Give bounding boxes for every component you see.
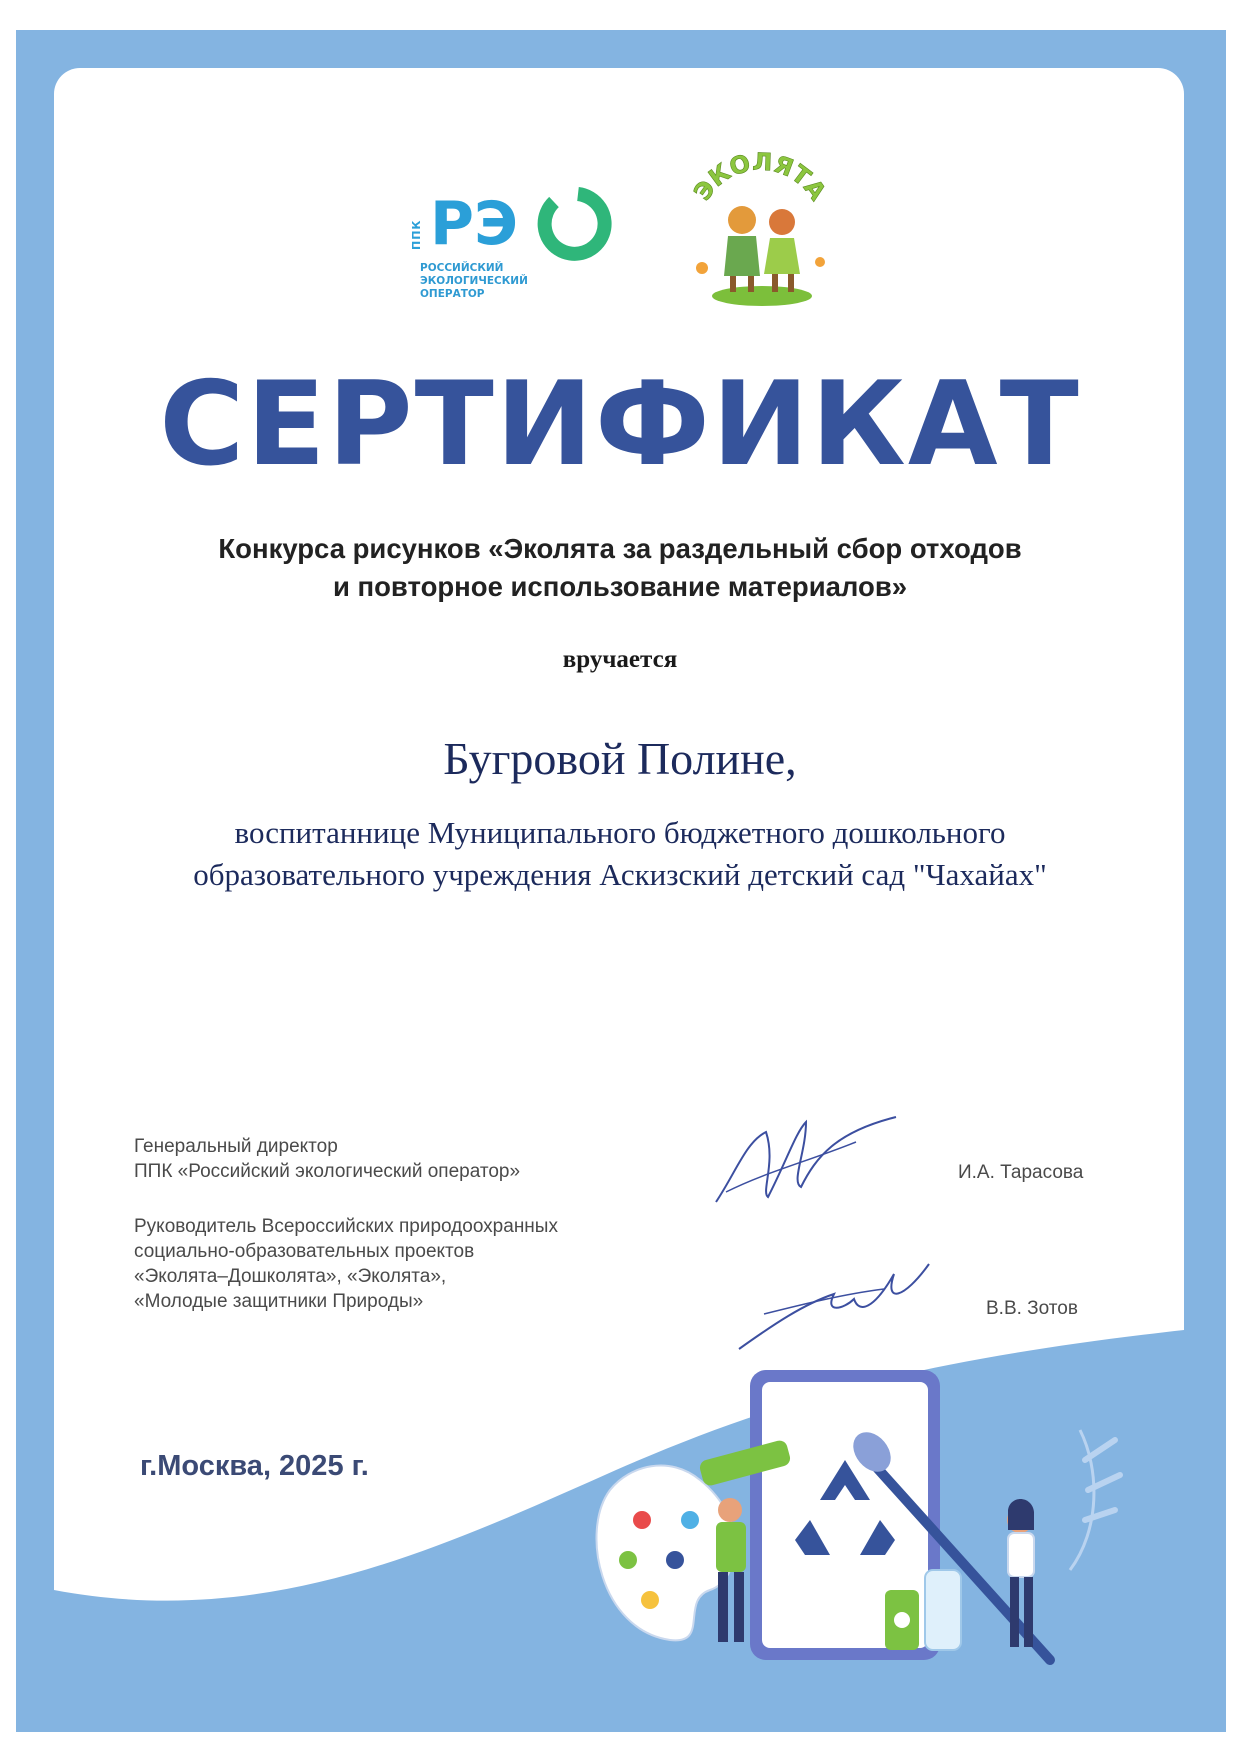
signatory-role-line: ППК «Российский экологический оператор»	[134, 1161, 521, 1182]
reo-caption-line: ОПЕРАТОР	[420, 288, 485, 300]
reo-caption	[420, 262, 550, 301]
svg-text:ЭКОЛЯТА	[688, 150, 832, 206]
signature-2-mark	[734, 1254, 934, 1354]
signatory-2-role	[134, 1214, 694, 1314]
recipient-description-line: образовательного учреждения Аскизский детский сад "Чахайах"	[193, 857, 1047, 892]
place-and-date: г.Москва, 2025 г.	[140, 1450, 369, 1482]
recipient-description-line: воспитаннице Муниципального бюджетного дошкольного	[234, 815, 1006, 850]
signatory-role-line: Генеральный директор	[134, 1136, 338, 1157]
reo-caption-line: РОССИЙСКИЙ	[420, 262, 504, 274]
reo-ppk-label: ППК	[410, 219, 423, 250]
ekolyata-logo	[680, 150, 840, 310]
reo-caption-line: ЭКОЛОГИЧЕСКИЙ	[420, 275, 528, 287]
ekolyata-arc-text: ЭКОЛЯТА	[688, 150, 832, 206]
recipient-name: Бугровой Полине,	[443, 733, 797, 784]
signatory-role-line: социально-образовательных проектов	[134, 1241, 475, 1262]
reo-mark-text: РЭ	[430, 189, 519, 259]
signatory-2-name: В.В. Зотов	[986, 1298, 1078, 1319]
signature-1-mark	[706, 1112, 906, 1212]
signatory-role-line: «Молодые защитники Природы»	[134, 1291, 424, 1312]
contest-subtitle	[120, 530, 1120, 606]
subtitle-line: Конкурса рисунков «Эколята за раздельный сбор отходов	[218, 533, 1022, 564]
reo-mark-icon	[428, 182, 628, 262]
signatory-role-line: «Эколята–Дошколята», «Эколята»,	[134, 1266, 447, 1287]
awarded-label: вручается	[562, 646, 678, 673]
reo-logo	[410, 176, 630, 316]
recycling-illustration	[580, 1370, 1140, 1710]
signatory-1-name: И.А. Тарасова	[958, 1162, 1084, 1183]
recipient-description	[80, 812, 1160, 896]
certificate-title: СЕРТИФИКАТ	[159, 357, 1081, 492]
signatory-1-role	[134, 1134, 694, 1184]
subtitle-line: и повторное использование материалов»	[332, 571, 908, 602]
signatory-role-line: Руководитель Всероссийских природоохранных	[134, 1216, 558, 1237]
